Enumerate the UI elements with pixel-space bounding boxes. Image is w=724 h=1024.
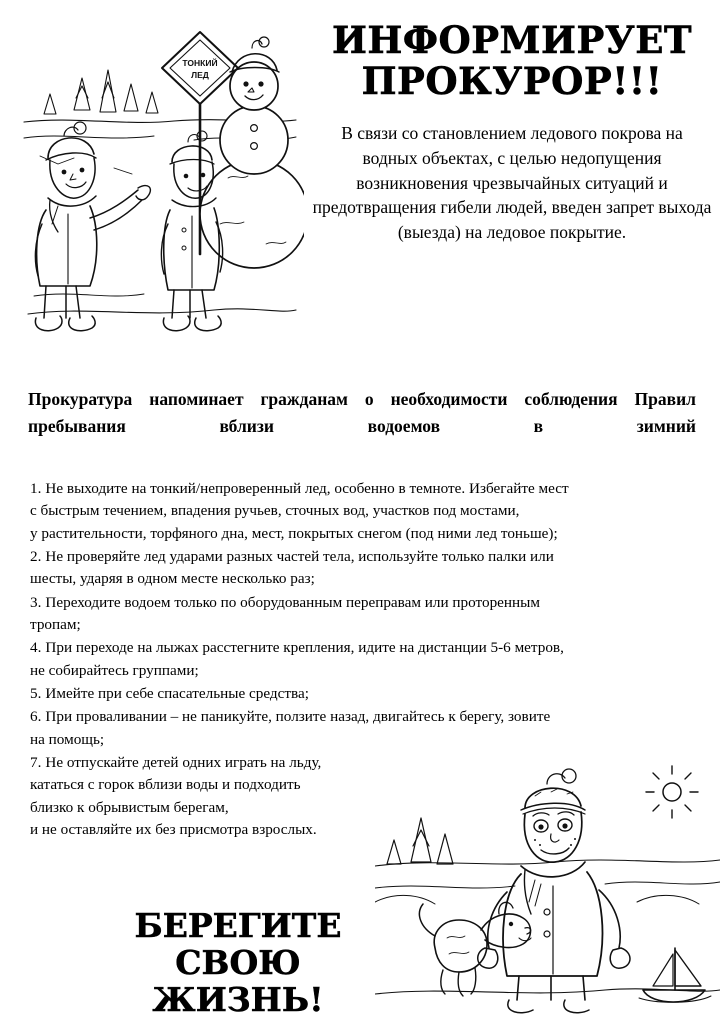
rule-text: Не выходите на тонкий/непроверенный лед, особенно в темноте. Избегайте мест с быстрым течением, впадения ручьев, сточных вод, участков под мостами, у растительности, торфяного дна, мест, покрытых снегом (под ними лед тоньше); <box>30 480 569 542</box>
rule-text: Не отпускайте детей одних играть на льду, кататься с горок вблизи воды и подходить близко к обрывистым берегам, и не оставляйте их без присмотра взрослых. <box>30 754 322 839</box>
rule-number: 4. <box>30 639 42 657</box>
rule-text: Переходите водоем только по оборудованным переправам или проторенным тропам; <box>30 593 540 634</box>
rule-number: 5. <box>30 685 42 703</box>
rule-number: 2. <box>30 548 42 566</box>
rule-text: Не проверяйте лед ударами разных частей тела, используйте только палки или шесты, ударяя в одном месте несколько раз; <box>30 548 554 588</box>
rule-number: 7. <box>30 754 42 772</box>
header-block <box>312 20 712 263</box>
slogan <box>88 908 388 1019</box>
rule-number: 3. <box>30 593 42 611</box>
rule-text: Имейте при себе спасательные средства; <box>45 685 309 703</box>
slogan-line1: БЕРЕГИТЕ <box>134 906 342 945</box>
intro-paragraph: В связи со становлением ледового покрова на водных объектах, с целью недопущения возникновения чрезвычайных ситуаций и предотвращения гибели людей, введен запрет выхода (выезда) на ледовое покрытие. <box>312 122 712 243</box>
illustration-children-snowman <box>14 18 304 338</box>
list-item <box>30 592 694 637</box>
page-title-line2: ПРОКУРОР!!! <box>361 59 663 104</box>
list-item <box>30 637 694 682</box>
rule-number: 6. <box>30 708 42 726</box>
list-item <box>30 478 694 545</box>
page-title <box>312 20 712 103</box>
list-item <box>30 546 694 591</box>
list-item <box>30 706 694 751</box>
rule-text: При проваливании – не паникуйте, ползите назад, двигайтесь к берегу, зовите на помощь; <box>30 708 551 748</box>
rule-text: При переходе на лыжах расстегните крепления, идите на дистанции 5-6 метров, не собирайтесь группами; <box>30 639 564 679</box>
reminder-paragraph: Прокуратура напоминает гражданам о необходимости соблюдения Правил пребывания вблизи водоемов в зимний <box>28 388 696 436</box>
rule-number: 1. <box>30 480 42 497</box>
sign-label-line2: ЛЕД <box>191 70 209 80</box>
sign-label-line1: ТОНКИЙ <box>182 58 218 68</box>
top-section <box>0 0 724 350</box>
list-item <box>30 683 694 705</box>
page-title-line1: ИНФОРМИРУЕТ <box>331 18 693 62</box>
slogan-line2: СВОЮ ЖИЗНЬ! <box>152 942 324 1019</box>
illustration-child-dog <box>375 762 720 1020</box>
